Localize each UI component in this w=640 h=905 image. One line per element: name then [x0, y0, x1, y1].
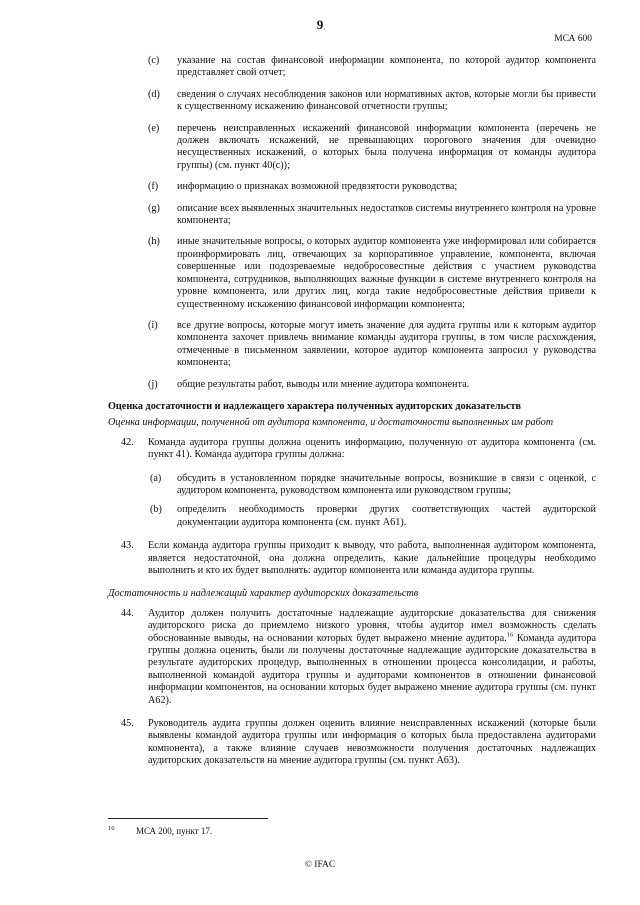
- sub-item: [108, 473, 596, 498]
- list-item: [108, 203, 596, 228]
- list-item-label: (g): [148, 202, 160, 214]
- footer-copyright: © IFAC: [304, 860, 336, 870]
- paragraph-number: 44.: [121, 607, 134, 619]
- page-content: [108, 55, 596, 779]
- list-item: [108, 320, 596, 370]
- paragraph-text: Команда аудитора группы должна оценить информацию, полученную от аудитора компонента (см. пункт 41). Команда аудитора группы должна:: [148, 436, 596, 461]
- list-item-text: перечень неисправленных искажений финансовой информации компонента (перечень не должен включать искажений, не превышающих порогового значения для очевидно несущественных искажений, о которых была получена информация от команды аудитора группы) (см. пункт 40(c));: [177, 122, 596, 171]
- list-item-text: информацию о признаках возможной предвзятости руководства;: [177, 181, 458, 193]
- paragraph-number: 45.: [121, 718, 134, 730]
- sub-item-label: (b): [150, 504, 162, 516]
- list-item: [108, 55, 596, 80]
- section-heading: Оценка достаточности и надлежащего характера полученных аудиторских доказательств: [108, 400, 521, 412]
- list-item: [108, 379, 596, 391]
- list-item-text: все другие вопросы, которые могут иметь значение для аудита группы или к которым аудитор компонента захочет привлечь внимание команды аудитора группы, в том числе расхождения, отмеченные в письменном заявлении, которое аудитор компонента запросил у руководства компонента;: [177, 319, 596, 369]
- footnote-divider: [108, 818, 268, 819]
- list-item-label: (c): [148, 55, 160, 66]
- list-item-label: (j): [148, 378, 158, 390]
- list-item: [108, 181, 596, 193]
- paragraph-42: [108, 437, 596, 462]
- list-item-text: указание на состав финансовой информации компонента, по которой аудитор компонента представляет свой отчет;: [177, 55, 596, 79]
- paragraph-45: [108, 718, 596, 768]
- footnote-text: МСА 200, пункт 17.: [136, 826, 213, 836]
- paragraph-text: Руководитель аудита группы должен оценить влияние неисправленных искажений (которые были выявлены командой аудитора группы или информация о которых была предоставлена аудиторами компонента), а также влияние случаев невозможности получения достаточных надлежащих аудиторских доказательств на мнение аудитора группы (см. пункт A63).: [148, 718, 596, 767]
- sub-item-text: обсудить в установленном порядке значительные вопросы, возникшие в связи с оценкой, с аудитором компонента, руководством компонента или руководством группы;: [177, 472, 596, 496]
- list-item-text: сведения о случаях несоблюдения законов или нормативных актов, которые могли бы привести к существенному искажению финансовой отчетности группы;: [177, 88, 596, 113]
- page-number: 9: [316, 17, 324, 32]
- sub-item-text: определить необходимость проверки других соответствующих частей аудиторской документации аудитора компонента (см. пункт A61).: [177, 504, 596, 528]
- paragraph-text: Если команда аудитора группы приходит к выводу, что работа, выполненная аудитором компонента, является недостаточной, она должна определить, какие дальнейшие процедуры необходимо выполнить и кто их будет выполнять: аудитор компонента или команда аудитора группы.: [148, 540, 596, 576]
- list-item-label: (d): [148, 88, 160, 100]
- paragraph-43: [108, 540, 596, 577]
- list-item-label: (i): [148, 319, 158, 331]
- list-item-text: описание всех выявленных значительных недостатков системы внутреннего контроля на уровне компонента;: [177, 202, 596, 227]
- footnote: [108, 825, 212, 837]
- list-item-label: (e): [148, 122, 160, 134]
- list-item-text: иные значительные вопросы, о которых аудитор компонента уже информировал или собирается проинформировать лиц, отвечающих за корпоративное управление, компонента, включая совершенные или подозреваемые недобросовестные действия с участием руководства компонента, сотрудников, выполняющих важные функции в системе внутреннего контроля на уровне компонента, или других лиц, когда такие недобросовестные действия привели к существенному искажению финансовой информации компонента;: [177, 236, 596, 310]
- scan-dot: ·: [323, 25, 326, 34]
- paragraph-number: 43.: [121, 540, 134, 552]
- paragraph-44: [108, 608, 596, 707]
- footnote-ref: 16: [506, 631, 514, 639]
- list-item: [108, 123, 596, 173]
- list-item-text: общие результаты работ, выводы или мнение аудитора компонента.: [177, 378, 470, 390]
- list-item: [108, 236, 596, 310]
- subheading: Оценка информации, полученной от аудитора компонента, и достаточности выполненных им работ: [108, 417, 554, 429]
- subheading: Достаточность и надлежащий характер аудиторских доказательств: [108, 588, 419, 600]
- list-item-label: (h): [148, 236, 160, 248]
- sub-item: [108, 504, 596, 529]
- paragraph-text: Аудитор должен получить достаточные надлежащие аудиторские доказательства для снижения аудиторского риска до приемлемо низкого уровня, чтобы аудитор имел возможность сделать обоснованные выводы, на основании которых будет выражено мнение аудитора.: [148, 607, 596, 644]
- list-item-label: (f): [148, 181, 159, 193]
- paragraph-text-continued: Команда аудитора группы должна оценить, были ли получены достаточные надлежащие аудиторские доказательства в результате аудиторских процедур, выполненных в отношении процесса консолидации, и работы, выполненной командой аудитора группы и аудиторами компонентов в отношении финансовой информации компонентов, на основании которых будет выражено мнение аудитора группы (см. пункт A62).: [148, 632, 596, 706]
- paragraph-number: 42.: [121, 436, 134, 448]
- sub-item-label: (a): [150, 472, 162, 484]
- header-code: МСА 600: [554, 34, 592, 44]
- footnote-number: 16: [108, 825, 115, 832]
- list-item: [108, 89, 596, 114]
